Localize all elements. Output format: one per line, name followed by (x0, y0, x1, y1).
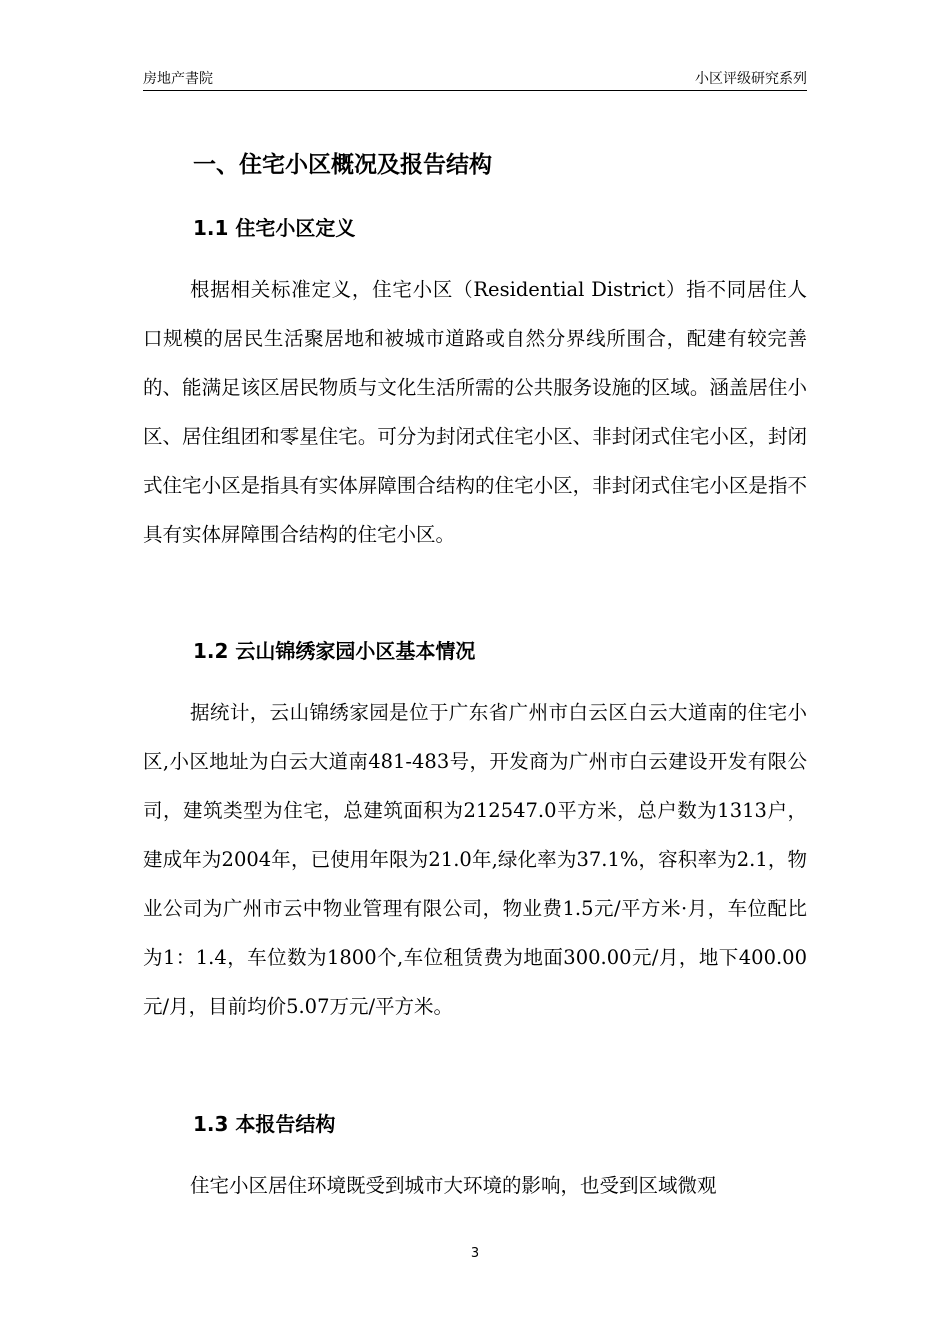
section-paragraph-1-3: 住宅小区居住环境既受到城市大环境的影响，也受到区域微观 (190, 1174, 717, 1197)
section-paragraph-1-1: 根据相关标准定义，住宅小区（Residential District）指不同居住人口规模的居民生活聚居地和被城市道路或自然分界线所围合，配建有较完善的、能满足该区居民物质与文化生活所需的公共服务设施的区域。涵盖居住小区、居住组团和零星住宅。可分为封闭式住宅小区、非封闭式住宅小区，封闭式住宅小区是指具有实体屏障围合结构的住宅小区，非封闭式住宅小区是指不具有实体屏障围合结构的住宅小区。 (143, 278, 807, 546)
page-number: 3 (470, 1246, 480, 1261)
section-heading-1-1: 1.1 住宅小区定义 (193, 216, 356, 240)
section-heading-1-3: 1.3 本报告结构 (193, 1112, 336, 1136)
section-heading-1-2: 1.2 云山锦绣家园小区基本情况 (193, 639, 476, 663)
chapter-title: 一、住宅小区概况及报告结构 (193, 152, 492, 178)
header-left-text: 房地产書院 (143, 71, 213, 87)
section-paragraph-1-2: 据统计，云山锦绣家园是位于广东省广州市白云区白云大道南的住宅小区,小区地址为白云大道南481-483号，开发商为广州市白云建设开发有限公司，建筑类型为住宅，总建筑面积为212547.0平方米，总户数为1313户，建成年为2004年，已使用年限为21.0年,绿化率为37.1%，容积率为2.1，物业公司为广州市云中物业管理有限公司，物业费1.5元/平方米·月，车位配比为1：1.4，车位数为1800个,车位租赁费为地面300.00元/月，地下400.00元/月，目前均价5.07万元/平方米。 (143, 701, 807, 1018)
page-header (143, 66, 807, 91)
header-right-text: 小区评级研究系列 (695, 71, 807, 87)
